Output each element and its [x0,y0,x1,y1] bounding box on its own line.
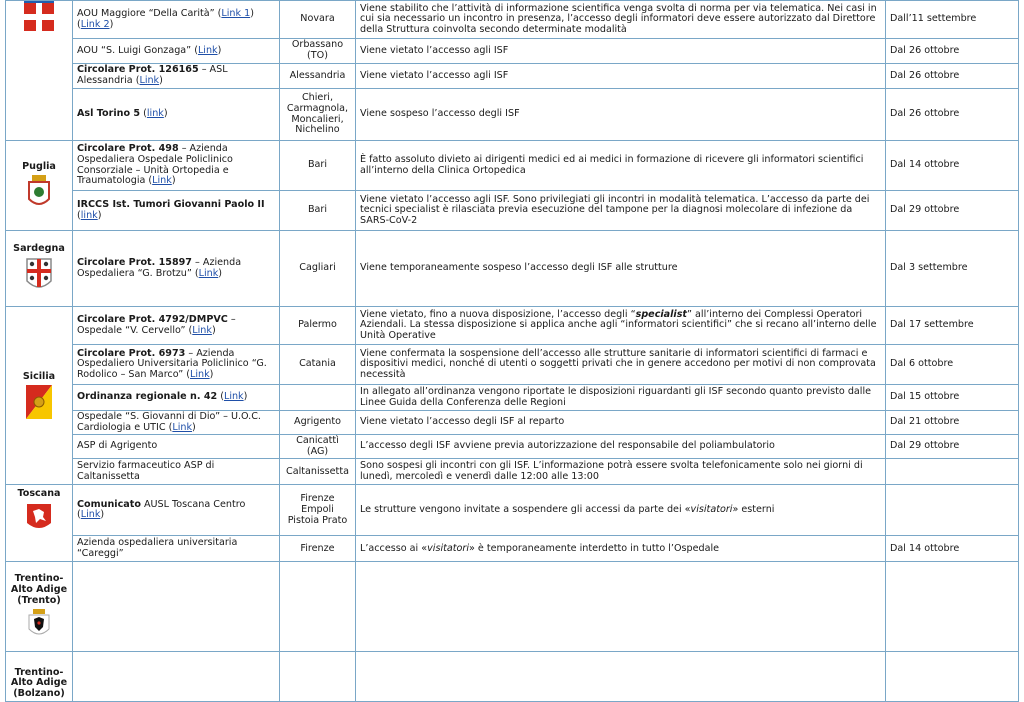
trento-crest-icon [28,609,50,639]
table-row [6,231,1019,307]
table-row [6,459,1019,485]
ente-cell: Circolare Prot. 15897 – Azienda Ospedaliera “G. Brotzu” (Link) [73,231,280,307]
link[interactable]: link [80,209,98,221]
measure-cell: Viene temporaneamente sospeso l’accesso degli ISF alle strutture [356,231,886,307]
region-cell-puglia [6,141,73,231]
ente-cell: ASP di Agrigento [73,435,280,459]
region-name: Trentino-Alto Adige (Trento) [10,573,68,606]
measure-cell: Viene vietato l’accesso agli ISF [356,64,886,89]
table-row [6,485,1019,536]
empty-cell [886,562,1019,652]
city-cell: Firenze [280,536,356,562]
date-cell: Dal 3 settembre [886,231,1019,307]
city-cell [280,385,356,411]
city-cell: Bari [280,141,356,191]
measure-cell: L’accesso ai «visitatori» è temporaneamente interdetto in tutto l’Ospedale [356,536,886,562]
puglia-crest-icon [28,175,50,209]
city-cell: Palermo [280,307,356,345]
city-cell: Cagliari [280,231,356,307]
emphasis: specialist [635,308,688,320]
table-row [6,562,1019,652]
measure-cell: È fatto assoluto divieto ai dirigenti medici ed ai medici in formazione di ricevere gli informatori scientifici all’interno della Clinica Ortopedica [356,141,886,191]
table-row [6,89,1019,141]
link[interactable]: Link [80,509,101,521]
empty-cell [886,652,1019,702]
region-name: Toscana [17,488,61,500]
table-row [6,64,1019,89]
date-cell: Dal 26 ottobre [886,39,1019,64]
city-cell: Chieri, Carmagnola, Moncalieri, Nichelino [280,89,356,141]
city-cell: Agrigento [280,411,356,435]
ente-cell: Ordinanza regionale n. 42 (Link) [73,385,280,411]
isf-access-table [5,0,1019,702]
date-cell: Dal 14 ottobre [886,141,1019,191]
table-row [6,345,1019,385]
date-cell: Dal 26 ottobre [886,64,1019,89]
region-cell-piemonte [6,1,73,141]
ente-cell: IRCCS Ist. Tumori Giovanni Paolo II (link) [73,191,280,231]
piemonte-crest-icon [22,1,56,34]
link[interactable]: Link [139,75,160,86]
empty-cell [73,562,280,652]
link[interactable]: Link [190,368,210,380]
table-row [6,1,1019,39]
city-cell: Bari [280,191,356,231]
table-row [6,191,1019,231]
table-row [6,385,1019,411]
region-cell-sardegna [6,231,73,307]
measure-cell: Viene stabilito che l’attività di informazione scientifica venga svolta di norma per via telematica. Nei casi in cui sia necessario un incontro in presenza, l’accesso degli informatori deve essere autorizzato dal Direttore della Struttura coinvolta secondo determinate modalità [356,1,886,39]
link[interactable]: Link [192,324,212,336]
table-row [6,141,1019,191]
empty-cell [280,562,356,652]
ente-cell: Comunicato AUSL Toscana Centro (Link) [73,485,280,536]
table-row [6,39,1019,64]
region-cell-sicilia [6,307,73,485]
city-cell: Novara [280,1,356,39]
ente-cell: Circolare Prot. 4792/DMPVC – Ospedale “V. Cervello” (Link) [73,307,280,345]
date-cell: Dal 29 ottobre [886,435,1019,459]
date-cell: Dal 14 ottobre [886,536,1019,562]
ente-cell: Circolare Prot. 6973 – Azienda Ospedaliero Universitaria Policlinico “G. Rodolico – San Marco” (Link) [73,345,280,385]
ente-cell: AOU “S. Luigi Gonzaga” (Link) [73,39,280,64]
date-cell: Dall’11 settembre [886,1,1019,39]
city-cell: Orbassano (TO) [280,39,356,64]
city-cell: Canicattì (AG) [280,435,356,459]
link-1[interactable]: Link 1 [221,7,251,19]
table-row [6,435,1019,459]
date-cell [886,485,1019,536]
measure-cell: Viene vietato l’accesso agli ISF [356,39,886,64]
city-cell: Firenze Empoli Pistoia Prato [280,485,356,536]
link[interactable]: Link [198,267,219,279]
emphasis: visitatori [690,504,733,516]
region-name: Sicilia [22,370,56,382]
region-cell-bolzano [6,652,73,702]
date-cell: Dal 15 ottobre [886,385,1019,411]
link[interactable]: Link [223,391,244,403]
empty-cell [73,652,280,702]
measure-cell: L’accesso degli ISF avviene previa autorizzazione del responsabile del poliambulatorio [356,435,886,459]
measure-cell: Sono sospesi gli incontri con gli ISF. L’informazione potrà essere svolta telefonicamente solo nei giorni di lunedì, mercoledì e venerdì dalle 12:00 alle 13:00 [356,459,886,485]
region-cell-toscana [6,485,73,562]
sicilia-crest-icon [26,385,52,419]
city-cell: Catania [280,345,356,385]
region-name: Sardegna [13,242,65,254]
measure-cell: Viene sospeso l’accesso degli ISF [356,89,886,141]
ente-cell: AOU Maggiore “Della Carità” (Link 1) (Link 2) [73,1,280,39]
region-cell-trento [6,562,73,652]
city-cell: Caltanissetta [280,459,356,485]
table-row [6,536,1019,562]
table-row [6,411,1019,435]
date-cell [886,459,1019,485]
measure-cell: Le strutture vengono invitate a sospendere gli accessi da parte dei «visitatori» esterni [356,485,886,536]
date-cell: Dal 21 ottobre [886,411,1019,435]
date-cell: Dal 26 ottobre [886,89,1019,141]
table-row [6,307,1019,345]
measure-cell: In allegato all’ordinanza vengono riportate le disposizioni riguardanti gli ISF secondo quanto previsto dalle Linee Guida della Conferenza delle Regioni [356,385,886,411]
date-cell: Dal 29 ottobre [886,191,1019,231]
ente-cell: Azienda ospedaliera universitaria “Careggi” [73,536,280,562]
link[interactable]: Link [152,175,172,187]
ente-cell: Circolare Prot. 126165 – ASL Alessandria (Link) [73,64,280,89]
region-name: Puglia [22,160,56,172]
ente-cell: Ospedale “S. Giovanni di Dio” – U.O.C. Cardiologia e UTIC (Link) [73,411,280,435]
empty-cell [280,652,356,702]
link[interactable]: link [146,108,164,120]
ente-cell: Asl Torino 5 (link) [73,89,280,141]
link[interactable]: Link [172,421,193,433]
link-2[interactable]: Link 2 [80,18,110,30]
measure-cell: Viene vietato l’accesso agli ISF. Sono privilegiati gli incontri in modalità telematica. L’accesso da parte dei tecnici specialist è rilasciata previa esecuzione del tampone per la diagnosi molecolare di infezione da SARS-CoV-2 [356,191,886,231]
ente-cell: Circolare Prot. 498 – Azienda Ospedaliera Ospedale Policlinico Consorziale – Unità Ortopedia e Traumatologia (Link) [73,141,280,191]
empty-cell [356,562,886,652]
ente-cell: Servizio farmaceutico ASP di Caltanissetta [73,459,280,485]
emphasis: visitatori [427,542,469,554]
date-cell: Dal 6 ottobre [886,345,1019,385]
measure-cell: Viene vietato, fino a nuova disposizione, l’accesso degli “specialist” all’interno dei Complessi Operatori Aziendali. La stessa disposizione si applica anche agli “informatori scientifici” che si recano all’interno delle Unità Operative [356,307,886,345]
measure-cell: Viene confermata la sospensione dell’accesso alle strutture sanitarie di informatori scientifici di farmaci e dispositivi medici, nonché di utenti o soggetti privati che in genere accedono per motivi di non comprovata necessità [356,345,886,385]
link[interactable]: Link [197,44,218,56]
table-row [6,652,1019,702]
empty-cell [356,652,886,702]
sardegna-crest-icon [25,257,53,293]
toscana-crest-icon [26,503,52,533]
city-cell: Alessandria [280,64,356,89]
region-name: Trentino-Alto Adige (Bolzano) [10,666,68,699]
measure-cell: Viene vietato l’accesso degli ISF al reparto [356,411,886,435]
date-cell: Dal 17 settembre [886,307,1019,345]
